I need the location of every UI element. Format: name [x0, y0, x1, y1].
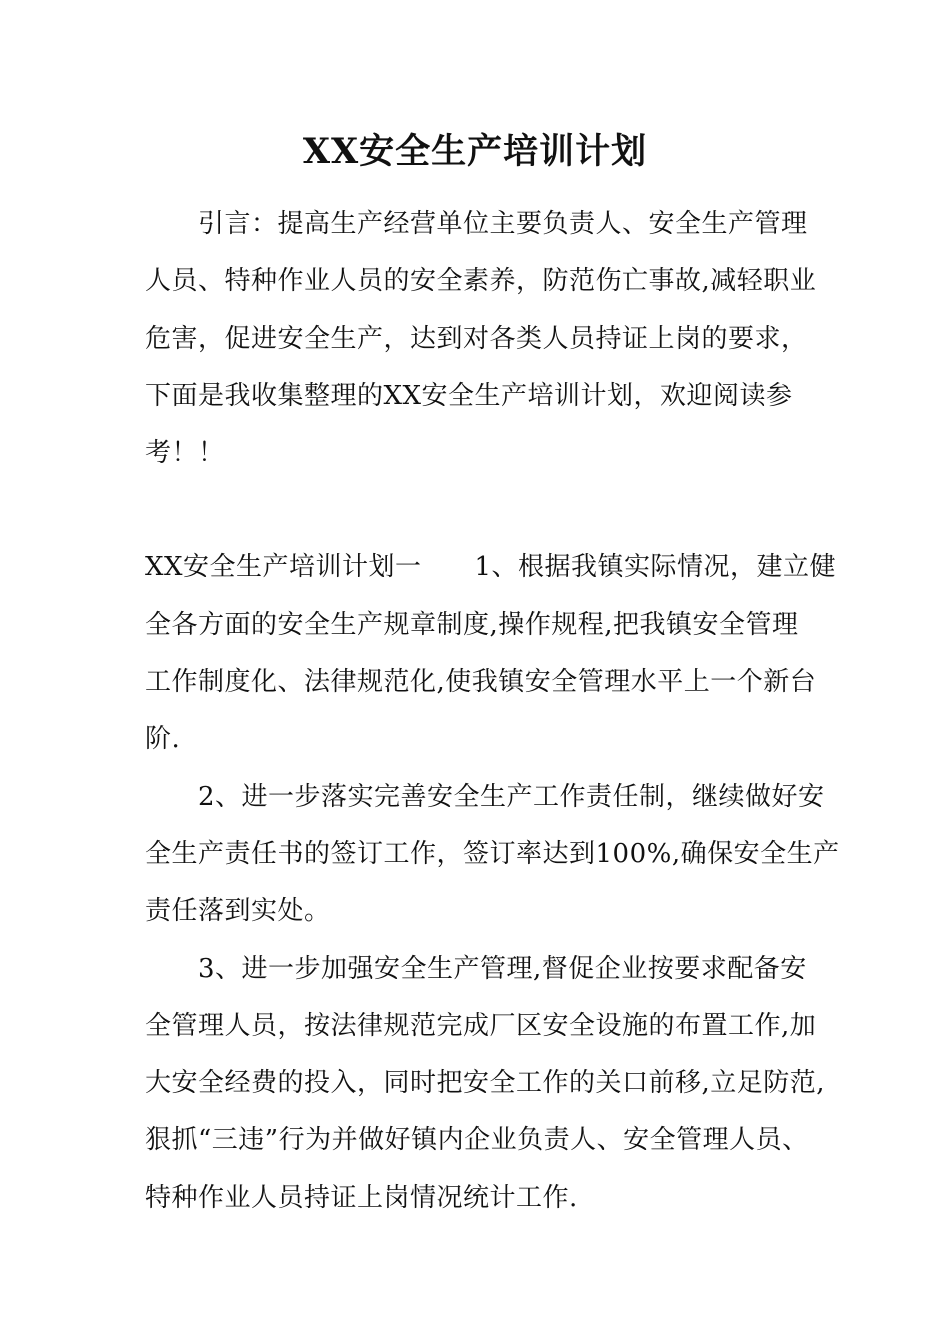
item3-line-5: 特种作业人员持证上岗情况统计工作. [145, 1183, 578, 1213]
item2-line-2: 全生产责任书的签订工作，签订率达到100%,确保安全生产 [145, 839, 840, 869]
document-title: XX安全生产培训计划 [302, 131, 648, 172]
item3-line-2: 全管理人员，按法律规范完成厂区安全设施的布置工作,加 [145, 1011, 817, 1041]
section1-line-2: 全各方面的安全生产规章制度,操作规程,把我镇安全管理 [145, 610, 799, 640]
section1-line-4: 阶. [145, 724, 181, 754]
intro-line-1: 引言：提高生产经营单位主要负责人、安全生产管理 [198, 209, 808, 239]
section1-line-3: 工作制度化、法律规范化,使我镇安全管理水平上一个新台 [145, 667, 817, 697]
section1-line-1: XX安全生产培训计划一 1、根据我镇实际情况，建立健 [145, 552, 837, 582]
intro-line-4: 下面是我收集整理的XX安全生产培训计划，欢迎阅读参 [145, 381, 793, 411]
item2-line-3: 责任落到实处。 [145, 896, 331, 926]
item3-line-1: 3、进一步加强安全生产管理,督促企业按要求配备安 [198, 954, 807, 984]
item2-line-1: 2、进一步落实完善安全生产工作责任制，继续做好安 [198, 782, 825, 812]
item3-line-3: 大安全经费的投入，同时把安全工作的关口前移,立足防范, [145, 1068, 826, 1098]
intro-line-5: 考！！ [145, 438, 225, 468]
intro-line-3: 危害，促进安全生产，达到对各类人员持证上岗的要求， [145, 324, 808, 354]
intro-line-2: 人员、特种作业人员的安全素养，防范伤亡事故,减轻职业 [145, 266, 817, 296]
item3-line-4: 狠抓“三违”行为并做好镇内企业负责人、安全管理人员、 [145, 1125, 809, 1155]
